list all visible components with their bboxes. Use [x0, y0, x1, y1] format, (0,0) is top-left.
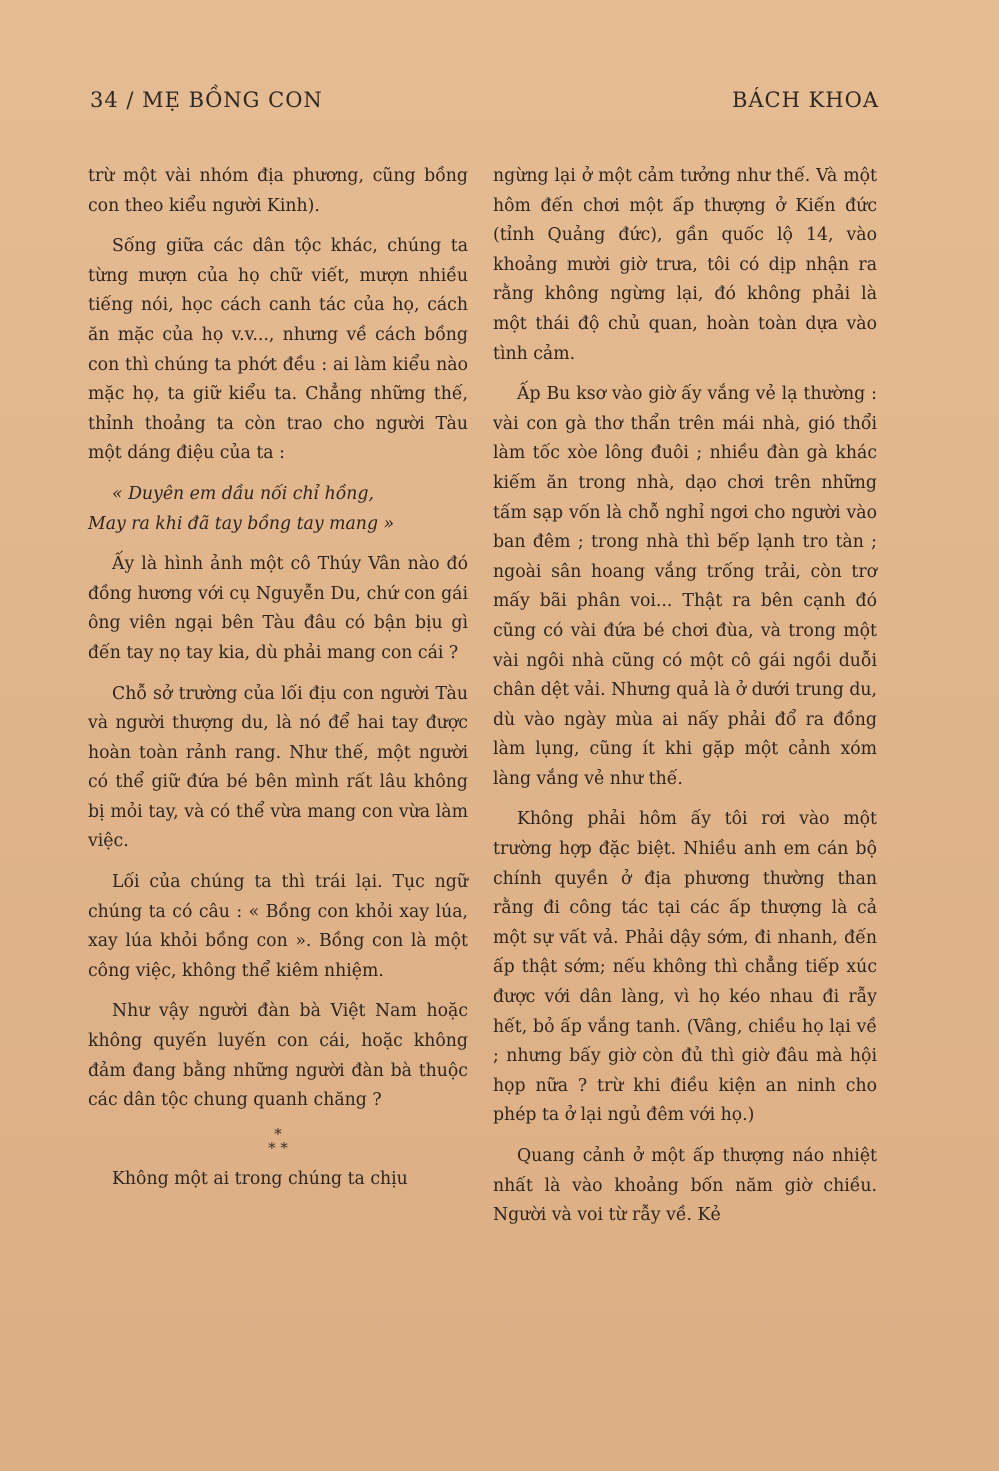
- header-magazine-name: BÁCH KHOA: [731, 88, 879, 112]
- star-bottom: * *: [268, 1138, 288, 1157]
- paragraph: Không phải hôm ấy tôi rơi vào một trường hợp đặc biệt. Nhiều anh em cán bộ chính quyền ở địa phương thường than rằng đi công tác tại các ấp thượng là cả một sự vất vả. Phải dậy sớm, đi nhanh, đến ấp thật sớm; nếu không thì chẳng tiếp xúc được với dân làng, vì họ kéo nhau đi rẫy hết, bỏ ấp vắng tanh. (Vâng, chiều họ lại về ; nhưng bấy giờ còn đủ thì giờ đâu mà hội họp nữa ? trừ khi điều kiện an ninh cho phép ta ở lại ngủ đêm với họ.): [493, 809, 877, 1126]
- section-divider-stars: [88, 1124, 468, 1157]
- left-column: [88, 162, 468, 1205]
- running-header: [90, 88, 879, 122]
- star-top: *: [274, 1124, 282, 1143]
- paragraph: Ấp Bu ksơ vào giờ ấy vắng vẻ lạ thường : vài con gà thơ thẩn trên mái nhà, gió thổi làm tốc xòe lông đuôi ; nhiều đàn gà khác kiếm ăn trong nhà, dạo chơi trên những tấm sạp vốn là chỗ nghỉ ngơi cho người vào ban đêm ; trong nhà thì bếp lạnh tro tàn ; ngoài sân hoang vắng trống trải, còn trơ mấy bãi phân voi... Thật ra bên cạnh đó cũng có vài đứa bé chơi đùa, và trong một vài ngôi nhà cũng có một cô gái ngồi duỗi chân dệt vải. Nhưng quả là ở dưới trung du, dù vào ngày mùa ai nấy phải đổ ra đồng làm lụng, cũng ít khi gặp một cảnh xóm làng vắng vẻ như thế.: [493, 384, 877, 789]
- verse-line: May ra khi đã tay bồng tay mang »: [88, 513, 395, 534]
- paragraph: Ấy là hình ảnh một cô Thúy Vân nào đó đồng hương với cụ Nguyễn Du, chứ con gái ông viên ngại bên Tàu đâu có bận bịu gì đến tay nọ tay kia, dù phải mang con cái ?: [88, 554, 468, 663]
- paragraph: ngừng lại ở một cảm tưởng như thế. Và một hôm đến chơi một ấp thượng ở Kiến đức (tỉnh Quảng đức), gần quốc lộ 14, vào khoảng mười giờ trưa, tôi có dịp nhận ra rằng không ngừng lại, đó không phải là một thái độ chủ quan, hoàn toàn dựa vào tình cảm.: [493, 166, 877, 364]
- paragraph: Không một ai trong chúng ta chịu: [112, 1168, 408, 1189]
- paragraph: trừ một vài nhóm địa phương, cũng bồng con theo kiểu người Kinh).: [88, 166, 468, 216]
- paragraph: Sống giữa các dân tộc khác, chúng ta từng mượn của họ chữ viết, mượn nhiều tiếng nói, học cách canh tác của họ, cách ăn mặc của họ v.v..., nhưng về cách bồng con thì chúng ta phớt đều : ai làm kiểu nào mặc họ, ta giữ kiểu ta. Chẳng những thế, thỉnh thoảng ta còn trao cho người Tàu một dáng điệu của ta :: [88, 236, 468, 464]
- paragraph: Chỗ sở trường của lối địu con người Tàu và người thượng du, là nó để hai tay được hoàn toàn rảnh rang. Như thế, một người có thể giữ đứa bé bên mình rất lâu không bị mỏi tay, và có thể vừa mang con vừa làm việc.: [88, 683, 468, 852]
- paragraph: Như vậy người đàn bà Việt Nam hoặc không quyến luyến con cái, hoặc không đảm đang bằng những người đàn bà thuộc các dân tộc chung quanh chăng ?: [88, 1001, 468, 1111]
- header-page-title: 34 / MẸ BỒNG CON: [90, 88, 323, 112]
- paragraph: Quang cảnh ở một ấp thượng náo nhiệt nhất là vào khoảng bốn năm giờ chiều. Người và voi từ rẫy về. Kẻ: [493, 1146, 877, 1226]
- verse-line: « Duyên em dầu nối chỉ hồng,: [112, 483, 374, 504]
- paragraph: Lối của chúng ta thì trái lại. Tục ngữ chúng ta có câu : « Bồng con khỏi xay lúa, xay lúa khỏi bồng con ». Bồng con là một công việc, không thể kiêm nhiệm.: [88, 872, 468, 981]
- right-column: [493, 162, 877, 1242]
